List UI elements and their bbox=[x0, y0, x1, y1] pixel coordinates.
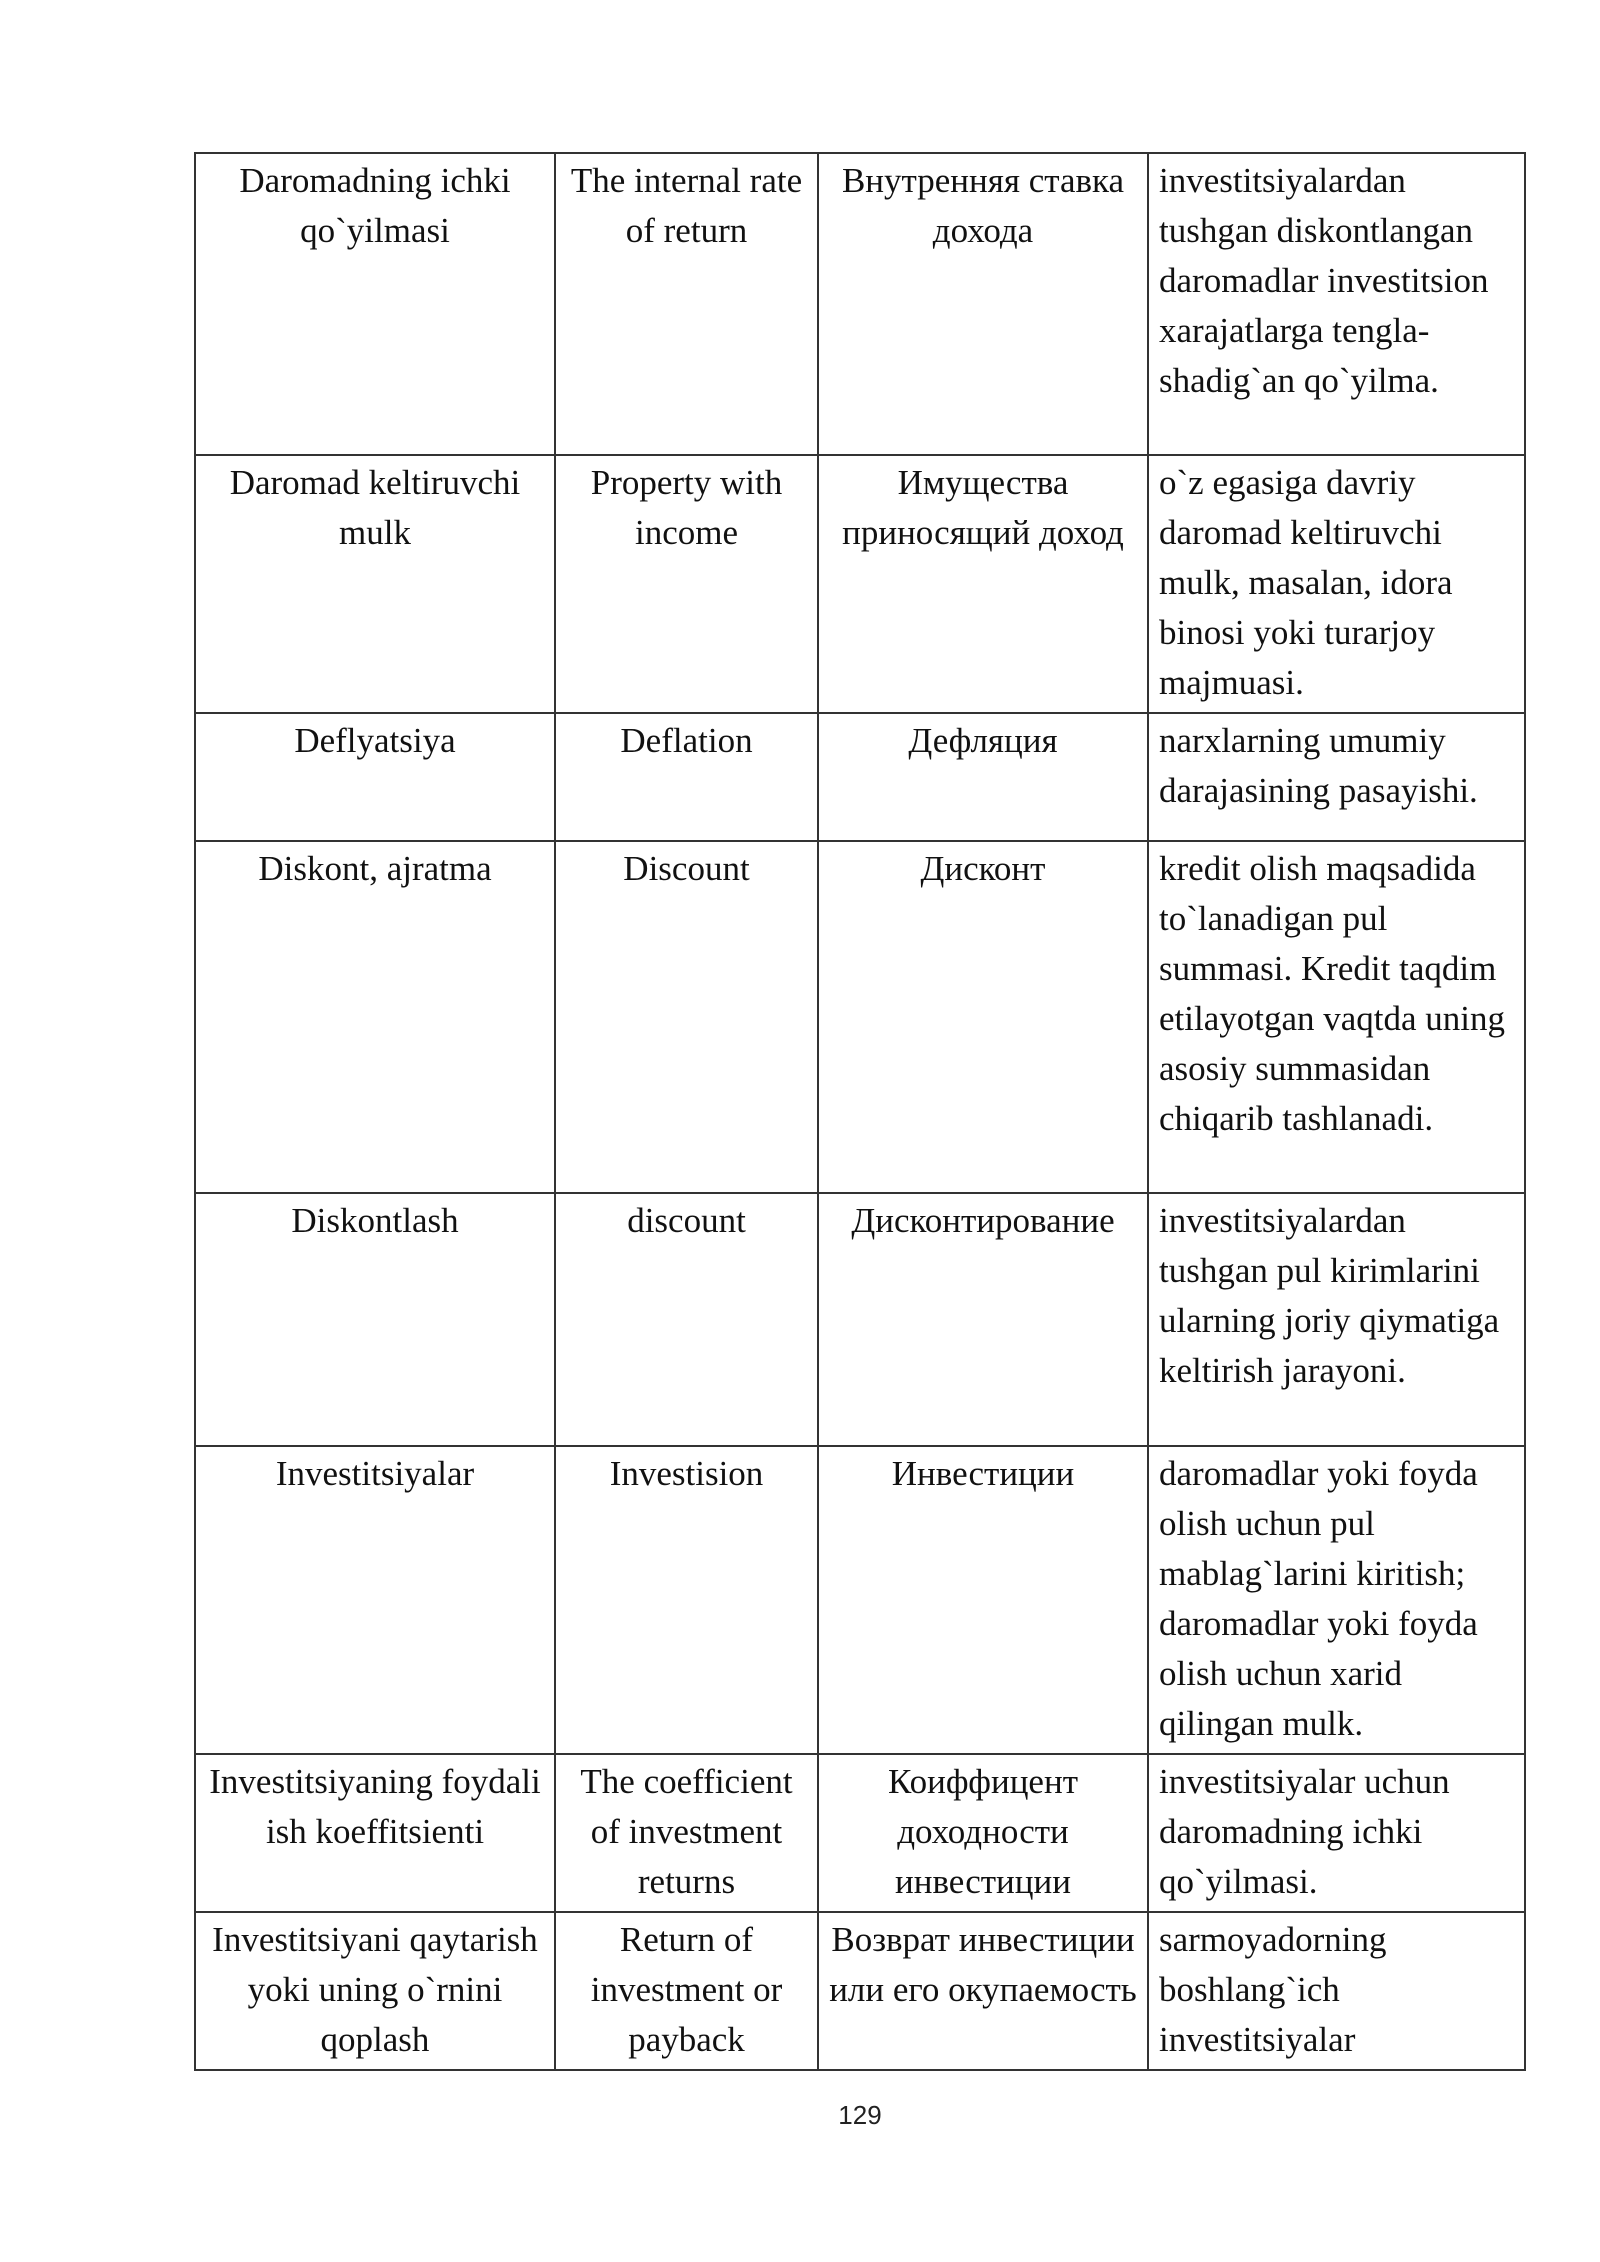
term-uzbek: Daromad keltiruvchi mulk bbox=[195, 455, 555, 713]
term-definition: kredit olish maqsadida to`lanadigan pul summasi. Kredit taqdim etilayotgan vaqtda uning asosiy summasidan chiqarib tashlanadi. bbox=[1148, 841, 1525, 1193]
term-russian: Имущества приносящий доход bbox=[818, 455, 1148, 713]
term-english: Property with income bbox=[555, 455, 818, 713]
term-russian: Дефляция bbox=[818, 713, 1148, 841]
term-uzbek: Investitsiyalar bbox=[195, 1446, 555, 1754]
term-uzbek: Investitsiyani qaytarish yoki uning o`rnini qoplash bbox=[195, 1912, 555, 2070]
table-row bbox=[195, 713, 1525, 841]
table-row bbox=[195, 153, 1525, 455]
term-uzbek: Diskont, ajratma bbox=[195, 841, 555, 1193]
term-english: discount bbox=[555, 1193, 818, 1446]
term-definition: narxlarning umumiy darajasining pasayishi. bbox=[1148, 713, 1525, 841]
term-english: Return of investment or payback bbox=[555, 1912, 818, 2070]
term-uzbek: Investitsiyaning foydali ish koeffitsienti bbox=[195, 1754, 555, 1912]
table-row bbox=[195, 1754, 1525, 1912]
term-russian: Внутренняя ставка дохода bbox=[818, 153, 1148, 455]
term-definition: investitsiyalar uchun daromadning ichki qo`yilmasi. bbox=[1148, 1754, 1525, 1912]
glossary-table bbox=[194, 152, 1526, 2071]
term-uzbek: Deflyatsiya bbox=[195, 713, 555, 841]
table-row bbox=[195, 1193, 1525, 1446]
term-definition: daromadlar yoki foyda olish uchun pul mablag`larini kiritish; daromadlar yoki foyda olish uchun xarid qilingan mulk. bbox=[1148, 1446, 1525, 1754]
term-english: The coefficient of investment returns bbox=[555, 1754, 818, 1912]
term-definition: sarmoyadorning boshlang`ich investitsiyalar bbox=[1148, 1912, 1525, 2070]
term-english: Investision bbox=[555, 1446, 818, 1754]
term-definition: investitsiyalardan tushgan pul kirimlarini ularning joriy qiymatiga keltirish jarayoni. bbox=[1148, 1193, 1525, 1446]
term-uzbek: Daromadning ichki qo`yilmasi bbox=[195, 153, 555, 455]
term-english: The internal rate of return bbox=[555, 153, 818, 455]
term-russian: Возврат инвестиции или его окупаемость bbox=[818, 1912, 1148, 2070]
term-russian: Инвестиции bbox=[818, 1446, 1148, 1754]
table-row bbox=[195, 455, 1525, 713]
term-english: Discount bbox=[555, 841, 818, 1193]
table-row bbox=[195, 841, 1525, 1193]
table-row bbox=[195, 1912, 1525, 2070]
term-russian: Дисконт bbox=[818, 841, 1148, 1193]
term-english: Deflation bbox=[555, 713, 818, 841]
term-uzbek: Diskontlash bbox=[195, 1193, 555, 1446]
term-russian: Коиффицент доходности инвестиции bbox=[818, 1754, 1148, 1912]
table-row bbox=[195, 1446, 1525, 1754]
term-definition: investitsiyalardan tushgan diskontlangan daromadlar investitsion xarajatlarga tengla-shadig`an qo`yilma. bbox=[1148, 153, 1525, 455]
term-definition: o`z egasiga davriy daromad keltiruvchi mulk, masalan, idora binosi yoki turarjoy majmuasi. bbox=[1148, 455, 1525, 713]
term-russian: Дисконтирование bbox=[818, 1193, 1148, 1446]
page-number: 129 bbox=[838, 2100, 882, 2130]
